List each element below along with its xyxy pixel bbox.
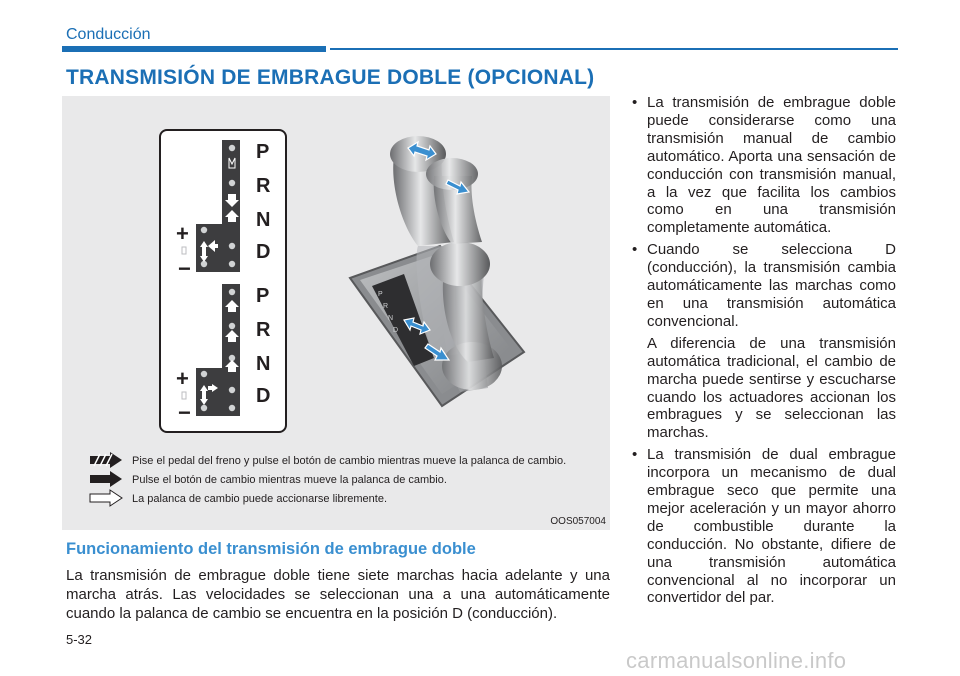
bullet-list: [630, 94, 896, 607]
gear-label-d: D: [256, 241, 271, 263]
gear-label-n: N: [256, 353, 271, 375]
bullet-dot-icon: •: [632, 241, 638, 259]
solid-arrow-icon: [90, 471, 122, 487]
gear-label-p: P: [256, 141, 270, 163]
header-rule-thin: [330, 48, 898, 50]
plus-label: +: [176, 221, 189, 246]
gear-label-n: N: [256, 209, 271, 231]
bullet-paragraph: La transmisión de embrague doble puede considerarse como una transmisión manual de cambio automático. Aporta una sensación de conducción con transmisión manual, a la vez que facilita los cambios como en una transmisión completamente automática.: [647, 94, 896, 237]
hatched-arrow-icon: [90, 452, 122, 468]
gear-label-r: R: [256, 319, 271, 341]
gear-label-d: D: [256, 385, 271, 407]
minus-label: −: [178, 256, 191, 281]
bullet-dot-icon: •: [632, 94, 638, 111]
outline-arrow-icon: [90, 490, 122, 506]
header-rule-thick: [62, 46, 326, 52]
legend-solid-text: Pulse el botón de cambio mientras mueve la palanca de cambio.: [132, 474, 447, 486]
shift-lever-figure: [62, 96, 610, 530]
list-item: [630, 94, 896, 237]
gear-label-r: R: [256, 175, 271, 197]
section-label: Conducción: [66, 26, 151, 43]
svg-text:N: N: [388, 315, 394, 322]
legend-hatched-text: Pise el pedal del freno y pulse el botón de cambio mientras mueve la palanca de cambio.: [132, 455, 567, 467]
subsection-title: Funcionamiento del transmisión de embrague doble: [66, 540, 476, 558]
svg-text:R: R: [383, 303, 389, 310]
svg-text:D: D: [393, 327, 399, 334]
legend-outline-text: La palanca de cambio puede accionarse libremente.: [132, 493, 387, 505]
watermark[interactable]: carmanualsonline.info: [626, 648, 847, 673]
list-item: [630, 241, 896, 442]
list-item: [630, 446, 896, 607]
page-number: 5-32: [66, 632, 93, 647]
bullet-paragraph: Cuando se selecciona D (conducción), la transmisión cambia automáticamente las marchas como en una transmisión automática convencional.: [647, 241, 896, 330]
figure-code: OOS057004: [550, 516, 606, 527]
right-column: [630, 94, 896, 611]
shifter-rendering: [350, 136, 524, 406]
svg-text:P: P: [378, 291, 383, 298]
subsection-body: La transmisión de embrague doble tiene siete marchas hacia adelante y una marcha atrás. Las velocidades se seleccionan una a una automáticamente cuando la palanca de cambio se encuentra en la posición D (conducción).: [66, 567, 610, 622]
minus-label: −: [178, 400, 191, 425]
page-title: TRANSMISIÓN DE EMBRAGUE DOBLE (OPCIONAL): [66, 66, 595, 89]
bullet-paragraph: A diferencia de una transmisión automática tradicional, el cambio de marcha puede sentirse y escucharse cuando los actuadores accionan los embragues y se seleccionan las marchas.: [647, 334, 896, 442]
bullet-paragraph: La transmisión de dual embrague incorpora un mecanismo de dual embrague seco que permite una mejor aceleración y un mayor ahorro de combustible durante la conducción. No obstante, difiere de una transmisión automática convencional al no incorporar un convertidor del par.: [647, 446, 896, 607]
gear-label-p: P: [256, 285, 270, 307]
plus-label: +: [176, 366, 189, 391]
bullet-dot-icon: •: [632, 446, 638, 464]
